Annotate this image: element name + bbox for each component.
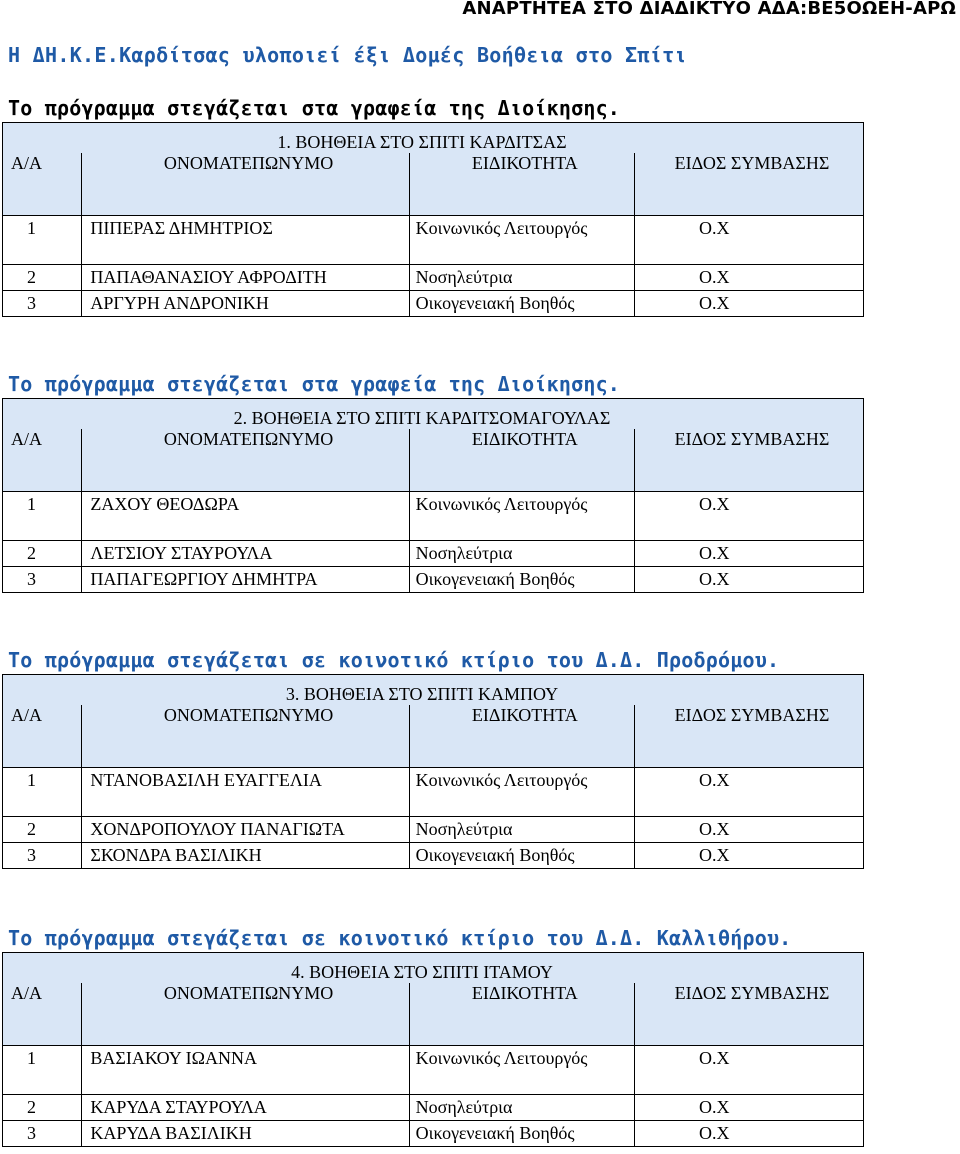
column-header-specialty: ΕΙΔΙΚΟΤΗΤΑ bbox=[409, 705, 634, 768]
cell-specialty: Οικογενειακή Βοηθός bbox=[409, 567, 634, 593]
cell-contract: Ο.Χ bbox=[634, 541, 863, 567]
cell-aa: 3 bbox=[3, 1121, 82, 1147]
column-header-name: ΟΝΟΜΑΤΕΠΩΝΥΜΟ bbox=[82, 429, 409, 492]
cell-name: ΚΑΡΥΔΑ ΣΤΑΥΡΟΥΛΑ bbox=[82, 1095, 409, 1121]
cell-name: ΑΡΓΥΡΗ ΑΝΔΡΟΝΙΚΗ bbox=[82, 291, 409, 317]
table-title: 3. ΒΟΗΘΕΙΑ ΣΤΟ ΣΠΙΤΙ ΚΑΜΠΟΥ bbox=[3, 675, 864, 706]
cell-aa: 2 bbox=[3, 1095, 82, 1121]
column-header-contract: ΕΙΔΟΣ ΣΥΜΒΑΣΗΣ bbox=[634, 153, 863, 216]
cell-specialty: Κοινωνικός Λειτουργός bbox=[409, 492, 634, 541]
cell-contract: Ο.Χ bbox=[634, 817, 863, 843]
cell-specialty: Κοινωνικός Λειτουργός bbox=[409, 768, 634, 817]
cell-specialty: Οικογενειακή Βοηθός bbox=[409, 291, 634, 317]
table-row bbox=[3, 843, 864, 869]
column-header-name: ΟΝΟΜΑΤΕΠΩΝΥΜΟ bbox=[82, 983, 409, 1046]
cell-name: ΒΑΣΙΑΚΟΥ ΙΩΑΝΝΑ bbox=[82, 1046, 409, 1095]
column-header-aa: Α/Α bbox=[3, 153, 82, 216]
column-header-contract: ΕΙΔΟΣ ΣΥΜΒΑΣΗΣ bbox=[634, 705, 863, 768]
table-row bbox=[3, 1121, 864, 1147]
cell-aa: 2 bbox=[3, 265, 82, 291]
cell-specialty: Νοσηλεύτρια bbox=[409, 541, 634, 567]
cell-specialty: Νοσηλεύτρια bbox=[409, 1095, 634, 1121]
table-row bbox=[3, 567, 864, 593]
column-header-aa: Α/Α bbox=[3, 705, 82, 768]
cell-aa: 3 bbox=[3, 291, 82, 317]
column-header-aa: Α/Α bbox=[3, 983, 82, 1046]
column-header-specialty: ΕΙΔΙΚΟΤΗΤΑ bbox=[409, 153, 634, 216]
staff-table bbox=[2, 952, 864, 1147]
cell-specialty: Νοσηλεύτρια bbox=[409, 265, 634, 291]
table-row bbox=[3, 291, 864, 317]
section-note: Το πρόγραμμα στεγάζεται σε κοινοτικό κτίριο του Δ.Δ. Προδρόμου. bbox=[8, 648, 780, 672]
cell-contract: Ο.Χ bbox=[634, 567, 863, 593]
cell-specialty: Οικογενειακή Βοηθός bbox=[409, 1121, 634, 1147]
table-row bbox=[3, 216, 864, 265]
cell-specialty: Οικογενειακή Βοηθός bbox=[409, 843, 634, 869]
column-header-specialty: ΕΙΔΙΚΟΤΗΤΑ bbox=[409, 983, 634, 1046]
cell-aa: 3 bbox=[3, 567, 82, 593]
staff-table bbox=[2, 122, 864, 317]
table-row bbox=[3, 1095, 864, 1121]
cell-specialty: Κοινωνικός Λειτουργός bbox=[409, 1046, 634, 1095]
cell-name: ΚΑΡΥΔΑ ΒΑΣΙΛΙΚΗ bbox=[82, 1121, 409, 1147]
staff-table bbox=[2, 398, 864, 593]
cell-aa: 1 bbox=[3, 216, 82, 265]
cell-contract: Ο.Χ bbox=[634, 216, 863, 265]
cell-contract: Ο.Χ bbox=[634, 1095, 863, 1121]
table-row bbox=[3, 768, 864, 817]
cell-name: ΠΑΠΑΓΕΩΡΓΙΟΥ ΔΗΜΗΤΡΑ bbox=[82, 567, 409, 593]
cell-name: ΛΕΤΣΙΟΥ ΣΤΑΥΡΟΥΛΑ bbox=[82, 541, 409, 567]
cell-aa: 2 bbox=[3, 541, 82, 567]
table-title: 1. ΒΟΗΘΕΙΑ ΣΤΟ ΣΠΙΤΙ ΚΑΡΔΙΤΣΑΣ bbox=[3, 123, 864, 154]
table-row bbox=[3, 265, 864, 291]
section-note: Το πρόγραμμα στεγάζεται στα γραφεία της Διοίκησης. bbox=[8, 96, 621, 120]
posting-code-header: ΑΝΑΡΤΗΤΕΑ ΣΤΟ ΔΙΑΔΙΚΤΥΟ ΑΔΑ:ΒΕ5ΟΩΕΗ-ΑΡΩ bbox=[462, 0, 956, 19]
cell-aa: 1 bbox=[3, 1046, 82, 1095]
table-title: 2. ΒΟΗΘΕΙΑ ΣΤΟ ΣΠΙΤΙ ΚΑΡΔΙΤΣΟΜΑΓΟΥΛΑΣ bbox=[3, 399, 864, 430]
cell-aa: 1 bbox=[3, 768, 82, 817]
cell-name: ΠΙΠΕΡΑΣ ΔΗΜΗΤΡΙΟΣ bbox=[82, 216, 409, 265]
table-row bbox=[3, 492, 864, 541]
table-row bbox=[3, 1046, 864, 1095]
cell-aa: 1 bbox=[3, 492, 82, 541]
cell-aa: 3 bbox=[3, 843, 82, 869]
column-header-contract: ΕΙΔΟΣ ΣΥΜΒΑΣΗΣ bbox=[634, 429, 863, 492]
cell-contract: Ο.Χ bbox=[634, 265, 863, 291]
cell-contract: Ο.Χ bbox=[634, 768, 863, 817]
cell-contract: Ο.Χ bbox=[634, 1121, 863, 1147]
cell-name: ΧΟΝΔΡΟΠΟΥΛΟΥ ΠΑΝΑΓΙΩΤΑ bbox=[82, 817, 409, 843]
cell-aa: 2 bbox=[3, 817, 82, 843]
column-header-name: ΟΝΟΜΑΤΕΠΩΝΥΜΟ bbox=[82, 153, 409, 216]
cell-specialty: Κοινωνικός Λειτουργός bbox=[409, 216, 634, 265]
document-title: Η ΔΗ.Κ.Ε.Καρδίτσας υλοποιεί έξι Δομές Βοήθεια στο Σπίτι bbox=[8, 43, 687, 67]
cell-specialty: Νοσηλεύτρια bbox=[409, 817, 634, 843]
table-title: 4. ΒΟΗΘΕΙΑ ΣΤΟ ΣΠΙΤΙ ΙΤΑΜΟΥ bbox=[3, 953, 864, 984]
cell-name: ΝΤΑΝΟΒΑΣΙΛΗ ΕΥΑΓΓΕΛΙΑ bbox=[82, 768, 409, 817]
column-header-contract: ΕΙΔΟΣ ΣΥΜΒΑΣΗΣ bbox=[634, 983, 863, 1046]
cell-contract: Ο.Χ bbox=[634, 1046, 863, 1095]
section-note: Το πρόγραμμα στεγάζεται σε κοινοτικό κτίριο του Δ.Δ. Καλλιθήρου. bbox=[8, 926, 792, 950]
cell-name: ΣΚΟΝΔΡΑ ΒΑΣΙΛΙΚΗ bbox=[82, 843, 409, 869]
column-header-name: ΟΝΟΜΑΤΕΠΩΝΥΜΟ bbox=[82, 705, 409, 768]
cell-contract: Ο.Χ bbox=[634, 492, 863, 541]
column-header-aa: Α/Α bbox=[3, 429, 82, 492]
cell-contract: Ο.Χ bbox=[634, 291, 863, 317]
cell-name: ΖΑΧΟΥ ΘΕΟΔΩΡΑ bbox=[82, 492, 409, 541]
cell-contract: Ο.Χ bbox=[634, 843, 863, 869]
staff-table bbox=[2, 674, 864, 869]
table-row bbox=[3, 541, 864, 567]
table-row bbox=[3, 817, 864, 843]
cell-name: ΠΑΠΑΘΑΝΑΣΙΟΥ ΑΦΡΟΔΙΤΗ bbox=[82, 265, 409, 291]
section-note: Το πρόγραμμα στεγάζεται στα γραφεία της Διοίκησης. bbox=[8, 372, 621, 396]
column-header-specialty: ΕΙΔΙΚΟΤΗΤΑ bbox=[409, 429, 634, 492]
